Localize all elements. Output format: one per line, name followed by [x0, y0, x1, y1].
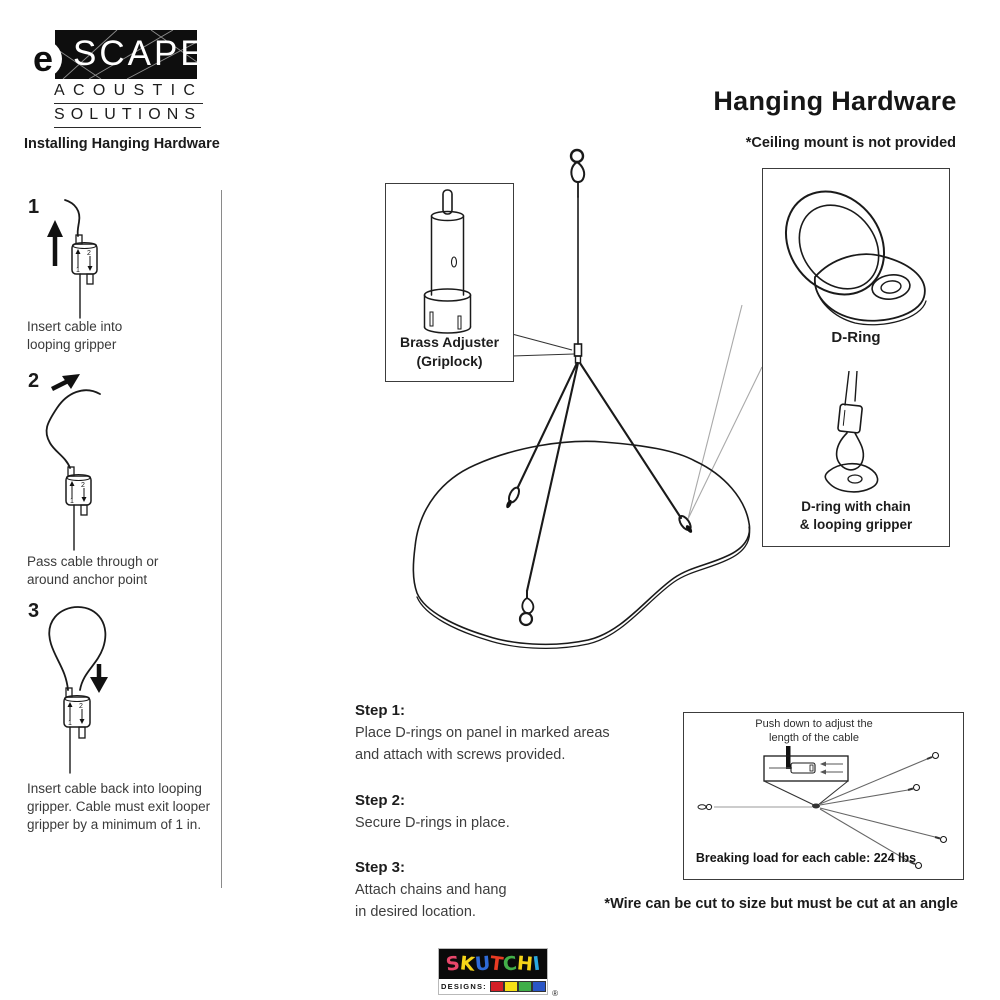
color-square-red — [491, 982, 503, 991]
clip-middle-hook-icon — [520, 591, 533, 625]
skutchi-letter: T — [488, 952, 505, 976]
svg-text:2: 2 — [79, 703, 83, 710]
brass-adjuster-label: Brass Adjuster (Griplock) — [399, 334, 500, 370]
clip-right-icon — [677, 514, 693, 534]
color-square-yellow — [505, 982, 517, 991]
instruction-step-3: Step 3: Attach chains and hang in desired location. — [355, 859, 675, 924]
instruction-step-1-label: Step 1: — [355, 702, 406, 719]
instruction-step-2-label: Step 2: — [355, 791, 406, 809]
svg-text:1: 1 — [76, 267, 80, 274]
brass-adjuster-callout-box — [385, 183, 514, 382]
color-square-green — [519, 982, 531, 991]
skutchi-letter: C — [501, 952, 519, 976]
logo-acoustic: ACOUSTIC — [54, 82, 203, 104]
color-square-blue — [533, 982, 545, 991]
down-arrow-icon — [90, 664, 108, 693]
skutchi-letter: U — [473, 952, 491, 976]
instruction-step-1: Step 1: Place D-rings on panel in marked areas and attach with screws provided. — [355, 702, 675, 767]
push-note: Push down to adjust the length of the cable — [755, 718, 873, 745]
step-1-illustration — [24, 192, 214, 322]
dring-callout-box — [762, 168, 950, 547]
skutchi-logo-frame — [438, 948, 548, 995]
clip-left-icon — [505, 486, 521, 509]
looping-gripper-icon — [66, 467, 91, 515]
brass-adjuster-illustration — [386, 184, 510, 334]
panel-outline — [413, 441, 749, 644]
skutchi-letter: I — [531, 952, 542, 976]
dring-chain-label: D-ring with chain & looping gripper — [799, 498, 913, 532]
cable-hub — [812, 804, 820, 809]
dring-leader-line — [688, 367, 762, 519]
skutchi-letter: S — [444, 952, 462, 976]
step-2-caption: Pass cable through or around anchor point — [27, 554, 159, 587]
instruction-step-2: Step 2: Secure D-rings in place. — [355, 792, 675, 835]
breaking-load-note: Breaking load for each cable: 224 lbs — [695, 851, 917, 865]
column-divider — [221, 190, 222, 888]
logo-solutions: SOLUTIONS — [54, 106, 201, 128]
step-1-caption: Insert cable into looping gripper — [27, 319, 123, 352]
instruction-step-3-label: Step 3: — [355, 859, 406, 877]
svg-text:1: 1 — [68, 720, 72, 727]
brass-adjuster-point — [575, 344, 582, 363]
wire-note: *Wire can be cut to size but must be cut at an angle — [604, 896, 958, 912]
ceiling-note: *Ceiling mount is not provided — [745, 135, 956, 151]
page-title: Hanging Hardware — [713, 86, 957, 116]
step-2-illustration — [24, 368, 214, 553]
designs-label: DESIGNS: — [441, 982, 487, 991]
dring-illustration — [763, 175, 946, 333]
spread-cable-right — [580, 363, 681, 518]
step-3-caption: Insert cable back into looping gripper. Cable must exit looper gripper by a minimum of 1 in. — [27, 781, 211, 832]
logo-e-badge: e — [24, 40, 62, 78]
svg-text:1: 1 — [70, 498, 74, 505]
brass-leader-line — [512, 354, 574, 356]
dring-label: D-Ring — [831, 329, 881, 346]
brass-leader-line — [512, 334, 572, 350]
logo-escape-box — [55, 30, 207, 79]
registered-mark: ® — [552, 989, 558, 998]
dring-chain-illustration — [763, 371, 946, 496]
skutchi-letter: K — [458, 952, 476, 976]
up-arrow-icon — [47, 220, 63, 266]
left-step-2-number: 2 — [28, 370, 40, 392]
left-step-1-number: 1 — [28, 196, 40, 218]
brand-logo — [24, 28, 214, 128]
spread-cable-left — [518, 363, 577, 487]
svg-text:2: 2 — [81, 482, 85, 489]
skutchi-wordmark — [439, 949, 547, 979]
push-arrow-icon — [786, 746, 791, 769]
cable-detail-box — [683, 712, 964, 880]
top-hook-icon — [571, 150, 584, 197]
skutchi-designs-row — [439, 979, 547, 994]
skutchi-letter: H — [515, 952, 534, 976]
installing-subtitle: Installing Hanging Hardware — [24, 136, 220, 152]
upright-arrow-icon — [52, 374, 80, 389]
logo-scape-text: SCAPE — [73, 34, 207, 73]
dring-leader-line — [688, 305, 742, 519]
panel-thickness-edge — [417, 527, 750, 648]
step-3-illustration — [24, 598, 224, 778]
left-step-3-number: 3 — [28, 600, 40, 622]
svg-text:2: 2 — [87, 250, 91, 257]
looping-gripper-icon — [64, 688, 90, 738]
looping-gripper-icon — [72, 235, 97, 284]
spread-cable-middle — [527, 363, 578, 591]
skutchi-logo — [438, 948, 558, 998]
